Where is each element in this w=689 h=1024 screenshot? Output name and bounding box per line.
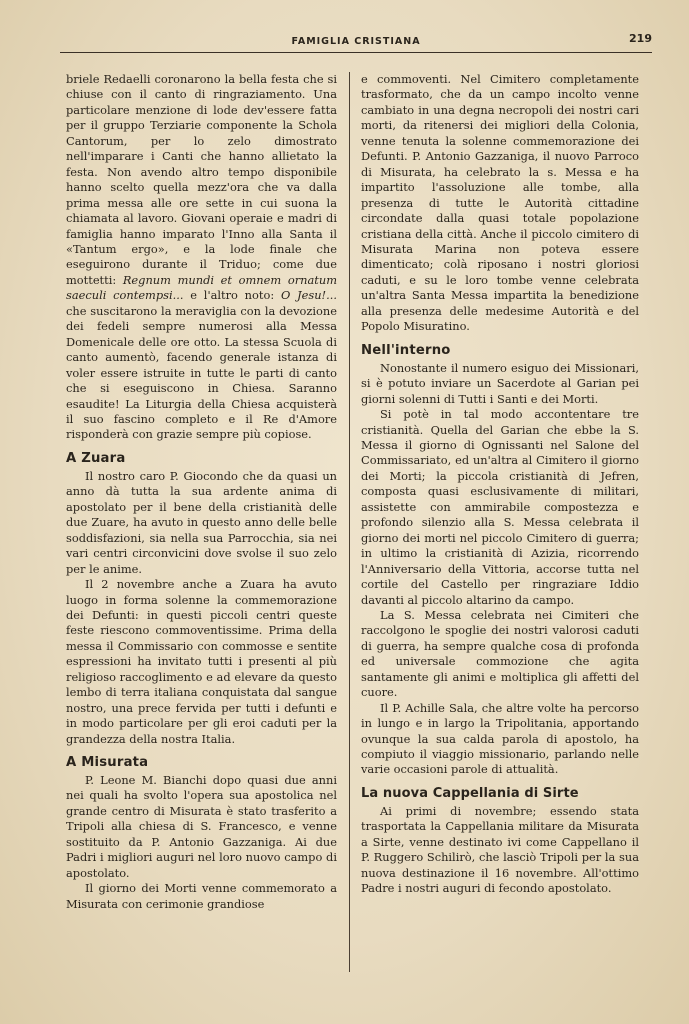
paragraph-interno-4: Il P. Achille Sala, che altre volte ha percorso in lungo e in largo la Tripolitania, apportando ovunque la sua calda parola di apostolo, ha compiuto il viaggio missionario, parlando nelle varie occasioni parole di attualità.	[361, 700, 639, 777]
paragraph-interno-3: La S. Messa celebrata nei Cimiteri che raccolgono le spoglie dei nostri valorosi caduti di guerra, ha sempre qualche cosa di profonda ed universale commozione che agita santamente gli animi e moltiplica gli affetti del cuore.	[361, 607, 639, 700]
heading-zuara: A Zuara	[66, 450, 126, 466]
text-run: briele Redaelli coronarono la bella festa che si chiuse con il canto di ringraziamento. Una particolare menzione di lode dev'essere fatta per il gruppo Terziarie componente la Schola Cantorum, per lo zelo dimostrato nell'imparare i Canti che hanno allietato la festa. Non avendo altro tempo disponibile hanno scelto quella mezz'ora che va dalla prima messa alle ore sette in cui suona la chiamata al lavoro. Giovani operaie e madri di famiglia hanno imparato l'Inno alla Santa il «Tantum ergo», e la lode finale che eseguirono durante il Triduo; come due mottetti:	[66, 72, 337, 287]
paragraph-misurata-1: P. Leone M. Bianchi dopo quasi due anni nei quali ha svolto l'opera sua apostolica nel grande centro di Misurata è stato trasferito a Tripoli alla chiesa di S. Francesco, e venne sostituito da P. Antonio Gazzaniga. Ai due Padri i migliori auguri nel loro nuovo campo di apostolato.	[66, 773, 337, 880]
paragraph-zuara-1: Il nostro caro P. Giocondo che da quasi un anno dà tutta la sua ardente anima di apostolato per il bene della cristianità delle due Zuare, ha avuto in questo anno delle belle soddisfazioni, sia nella sua Parrocchia, sia nei vari centri circonvicini dove svolse il suo zelo per le anime.	[66, 468, 337, 576]
page-number: 219	[629, 32, 652, 45]
heading-misurata: A Misurata	[66, 755, 149, 771]
paragraph-misurata-2: Il giorno dei Morti venne commemorato a Misurata con cerimonie grandiose	[66, 881, 337, 911]
paragraph-schola-cantorum	[66, 72, 337, 443]
paragraph-sirte: Ai primi di novembre; essendo stata trasportata la Cappellania militare da Misurata a Sirte, venne destinato ivi come Cappellano il P. Ruggero Schilirò, che lasciò Tripoli per la sua nuova destinazione il 16 novembre. All'ottimo Padre i nostri auguri di fecondo apostolato.	[361, 803, 639, 896]
right-column	[361, 72, 639, 897]
running-title: FAMIGLIA CRISTIANA	[291, 36, 421, 47]
paragraph-interno-1: Nonostante il numero esiguo dei Missionari, si è potuto inviare un Sacerdote al Garian pei giorni solenni di Tutti i Santi e dei Morti.	[361, 360, 639, 406]
heading-interno: Nell'interno	[361, 342, 451, 358]
text-run: e l'altro noto:	[183, 288, 281, 303]
paragraph-zuara-2: Il 2 novembre anche a Zuara ha avuto luogo in forma solenne la commemorazione dei Defunti: in questi piccoli centri queste feste riescono commoventissime. Prima della messa il Commissario con commosse e sentite espressioni ha invitato tutti i presenti al più religioso raccoglimento e ad elevare da questo lembo di terra italiana conquistata dal sangue nostro, una prece fervida per tutti i defunti e in modo particolare per gli eroi caduti per la grandezza della nostra Italia.	[66, 577, 337, 746]
header-rule	[60, 52, 652, 53]
motet-title-regnum: Regnum mundi et omnem ornatum saeculi contempsi...	[66, 272, 337, 303]
left-column	[66, 72, 337, 912]
heading-sirte: La nuova Cappellania di Sirte	[361, 785, 579, 801]
text-run: che suscitarono la meraviglia con la devozione dei fedeli sempre numerosi alla Messa Domenicale delle ore otto. La stessa Scuola di canto aumentò, facendo generale istanza di voler essere istruite in tutte le parti di canto che si eseguiscono in Chiesa. Saranno esaudite! La Liturgia della Chiesa acquisterà il suo fascino completo e il Re d'Amore risponderà con grazie sempre più copiose.	[66, 303, 337, 442]
page-header	[60, 30, 652, 52]
motet-title-o-jesu: O Jesu!...	[280, 288, 337, 303]
column-divider	[349, 72, 350, 972]
paragraph-misurata-continued: e commoventi. Nel Cimitero completamente trasformato, che da un campo incolto venne cambiato in una degna necropoli dei nostri cari morti, da ritenersi dei migliori della Colonia, venne tenuta la solenne commemorazione dei Defunti. P. Antonio Gazzaniga, il nuovo Parroco di Misurata, ha celebrato la s. Messa e ha impartito l'assoluzione alle tombe, alla presenza di tutte le Autorità cittadine circondate dalla quasi totale popolazione cristiana della città. Anche il piccolo cimitero di Misurata Marina non poteva essere dimenticato; colà riposano i nostri gloriosi caduti, e su le loro tombe venne celebrata un'altra Santa Messa impartita la benedizione alla presenza delle medesime Autorità e del Popolo Misuratino.	[361, 72, 639, 334]
paragraph-interno-2: Si potè in tal modo accontentare tre cristianità. Quella del Garian che ebbe la S. Messa il giorno di Ognissanti nel Salone del Commissariato, ed un'altra al Cimitero il giorno dei Morti; la piccola cristianità di Jefren, composta quasi esclusivamente di militari, assistette con ammirabile compostezza e profondo silenzio alla S. Messa celebrata il giorno dei morti nel piccolo Cimitero di guerra; in ultimo la cristianità di Azizia, ricorrendo l'Anniversario della Vittoria, accorse tutta nel cortile del Castello per ringraziare Iddio davanti al piccolo altarino da campo.	[361, 407, 639, 607]
